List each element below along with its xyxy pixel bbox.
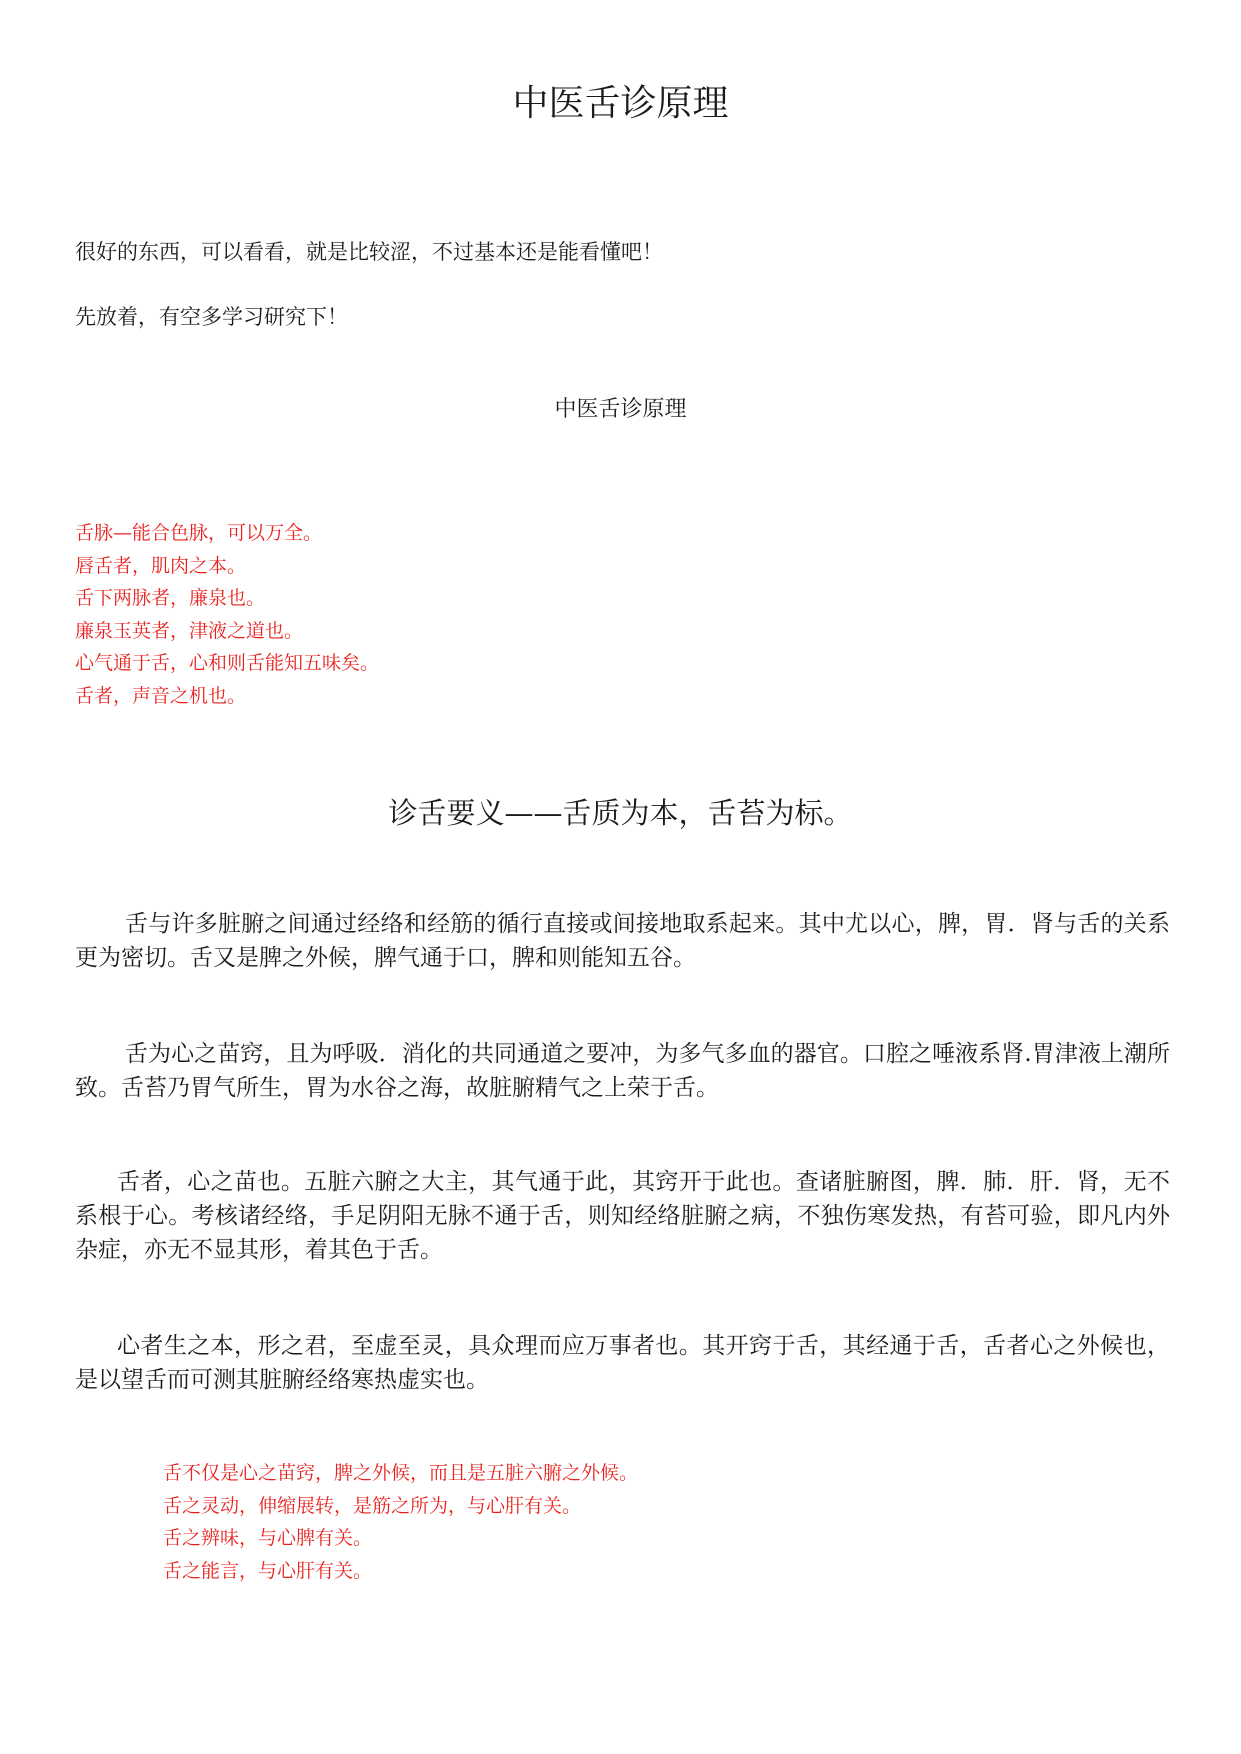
- body-paragraph: 舌者，心之苗也。五脏六腑之大主，其气通于此，其窍开于此也。查诸脏腑图，脾．肺．肝．肾，无不系根于心。考核诸经络，手足阴阳无脉不通于舌，则知经络脏腑之病，不独伤寒发热，有苔可验，即凡内外杂症，亦无不显其形，着其色于舌。: [75, 1169, 1170, 1263]
- quote-line: 舌之能言，与心肝有关。: [163, 1559, 373, 1582]
- quote-line: 舌下两脉者，廉泉也。: [75, 587, 266, 610]
- quote-line: 舌者，声音之机也。: [75, 684, 247, 707]
- quote-line: 心气通于舌，心和则舌能知五味矣。: [75, 652, 380, 675]
- subtitle: 中医舌诊原理: [554, 397, 687, 422]
- body-paragraph: 舌为心之苗窍，且为呼吸．消化的共同通道之要冲，为多气多血的器官。口腔之唾液系肾.胃津液上潮所致。舌苔乃胃气所生，胃为水谷之海，故脏腑精气之上荣于舌。: [75, 1041, 1170, 1101]
- quote-line: 唇舌者，肌肉之本。: [75, 554, 247, 577]
- quote-line: 舌脉—能合色脉，可以万全。: [75, 522, 323, 544]
- document-title: 中医舌诊原理: [512, 83, 729, 124]
- quote-line: 廉泉玉英者，津液之道也。: [75, 619, 304, 642]
- body-paragraph: 心者生之本，形之君，至虚至灵，具众理而应万事者也。其开窍于舌，其经通于舌，舌者心之外候也，是以望舌而可测其脏腑经络寒热虚实也。: [75, 1333, 1170, 1393]
- quote-line: 舌之灵动，伸缩展转，是筋之所为，与心肝有关。: [163, 1494, 582, 1517]
- section-heading: 诊舌要义——舌质为本，舌苔为标。: [388, 796, 853, 830]
- intro-line: 很好的东西，可以看看，就是比较涩，不过基本还是能看懂吧！: [75, 240, 663, 264]
- quote-list-1: [75, 517, 379, 713]
- quote-line: 舌之辨味，与心脾有关。: [163, 1527, 373, 1550]
- body-paragraph: 舌与许多脏腑之间通过经络和经筋的循行直接或间接地取系起来。其中尤以心，脾，胃．肾与舌的关系更为密切。舌又是脾之外候，脾气通于口，脾和则能知五谷。: [75, 911, 1170, 971]
- quote-line: 舌不仅是心之苗窍，脾之外候，而且是五脏六腑之外候。: [163, 1462, 639, 1484]
- intro-line: 先放着，有空多学习研究下！: [75, 305, 348, 329]
- quote-list-2: [163, 1457, 638, 1587]
